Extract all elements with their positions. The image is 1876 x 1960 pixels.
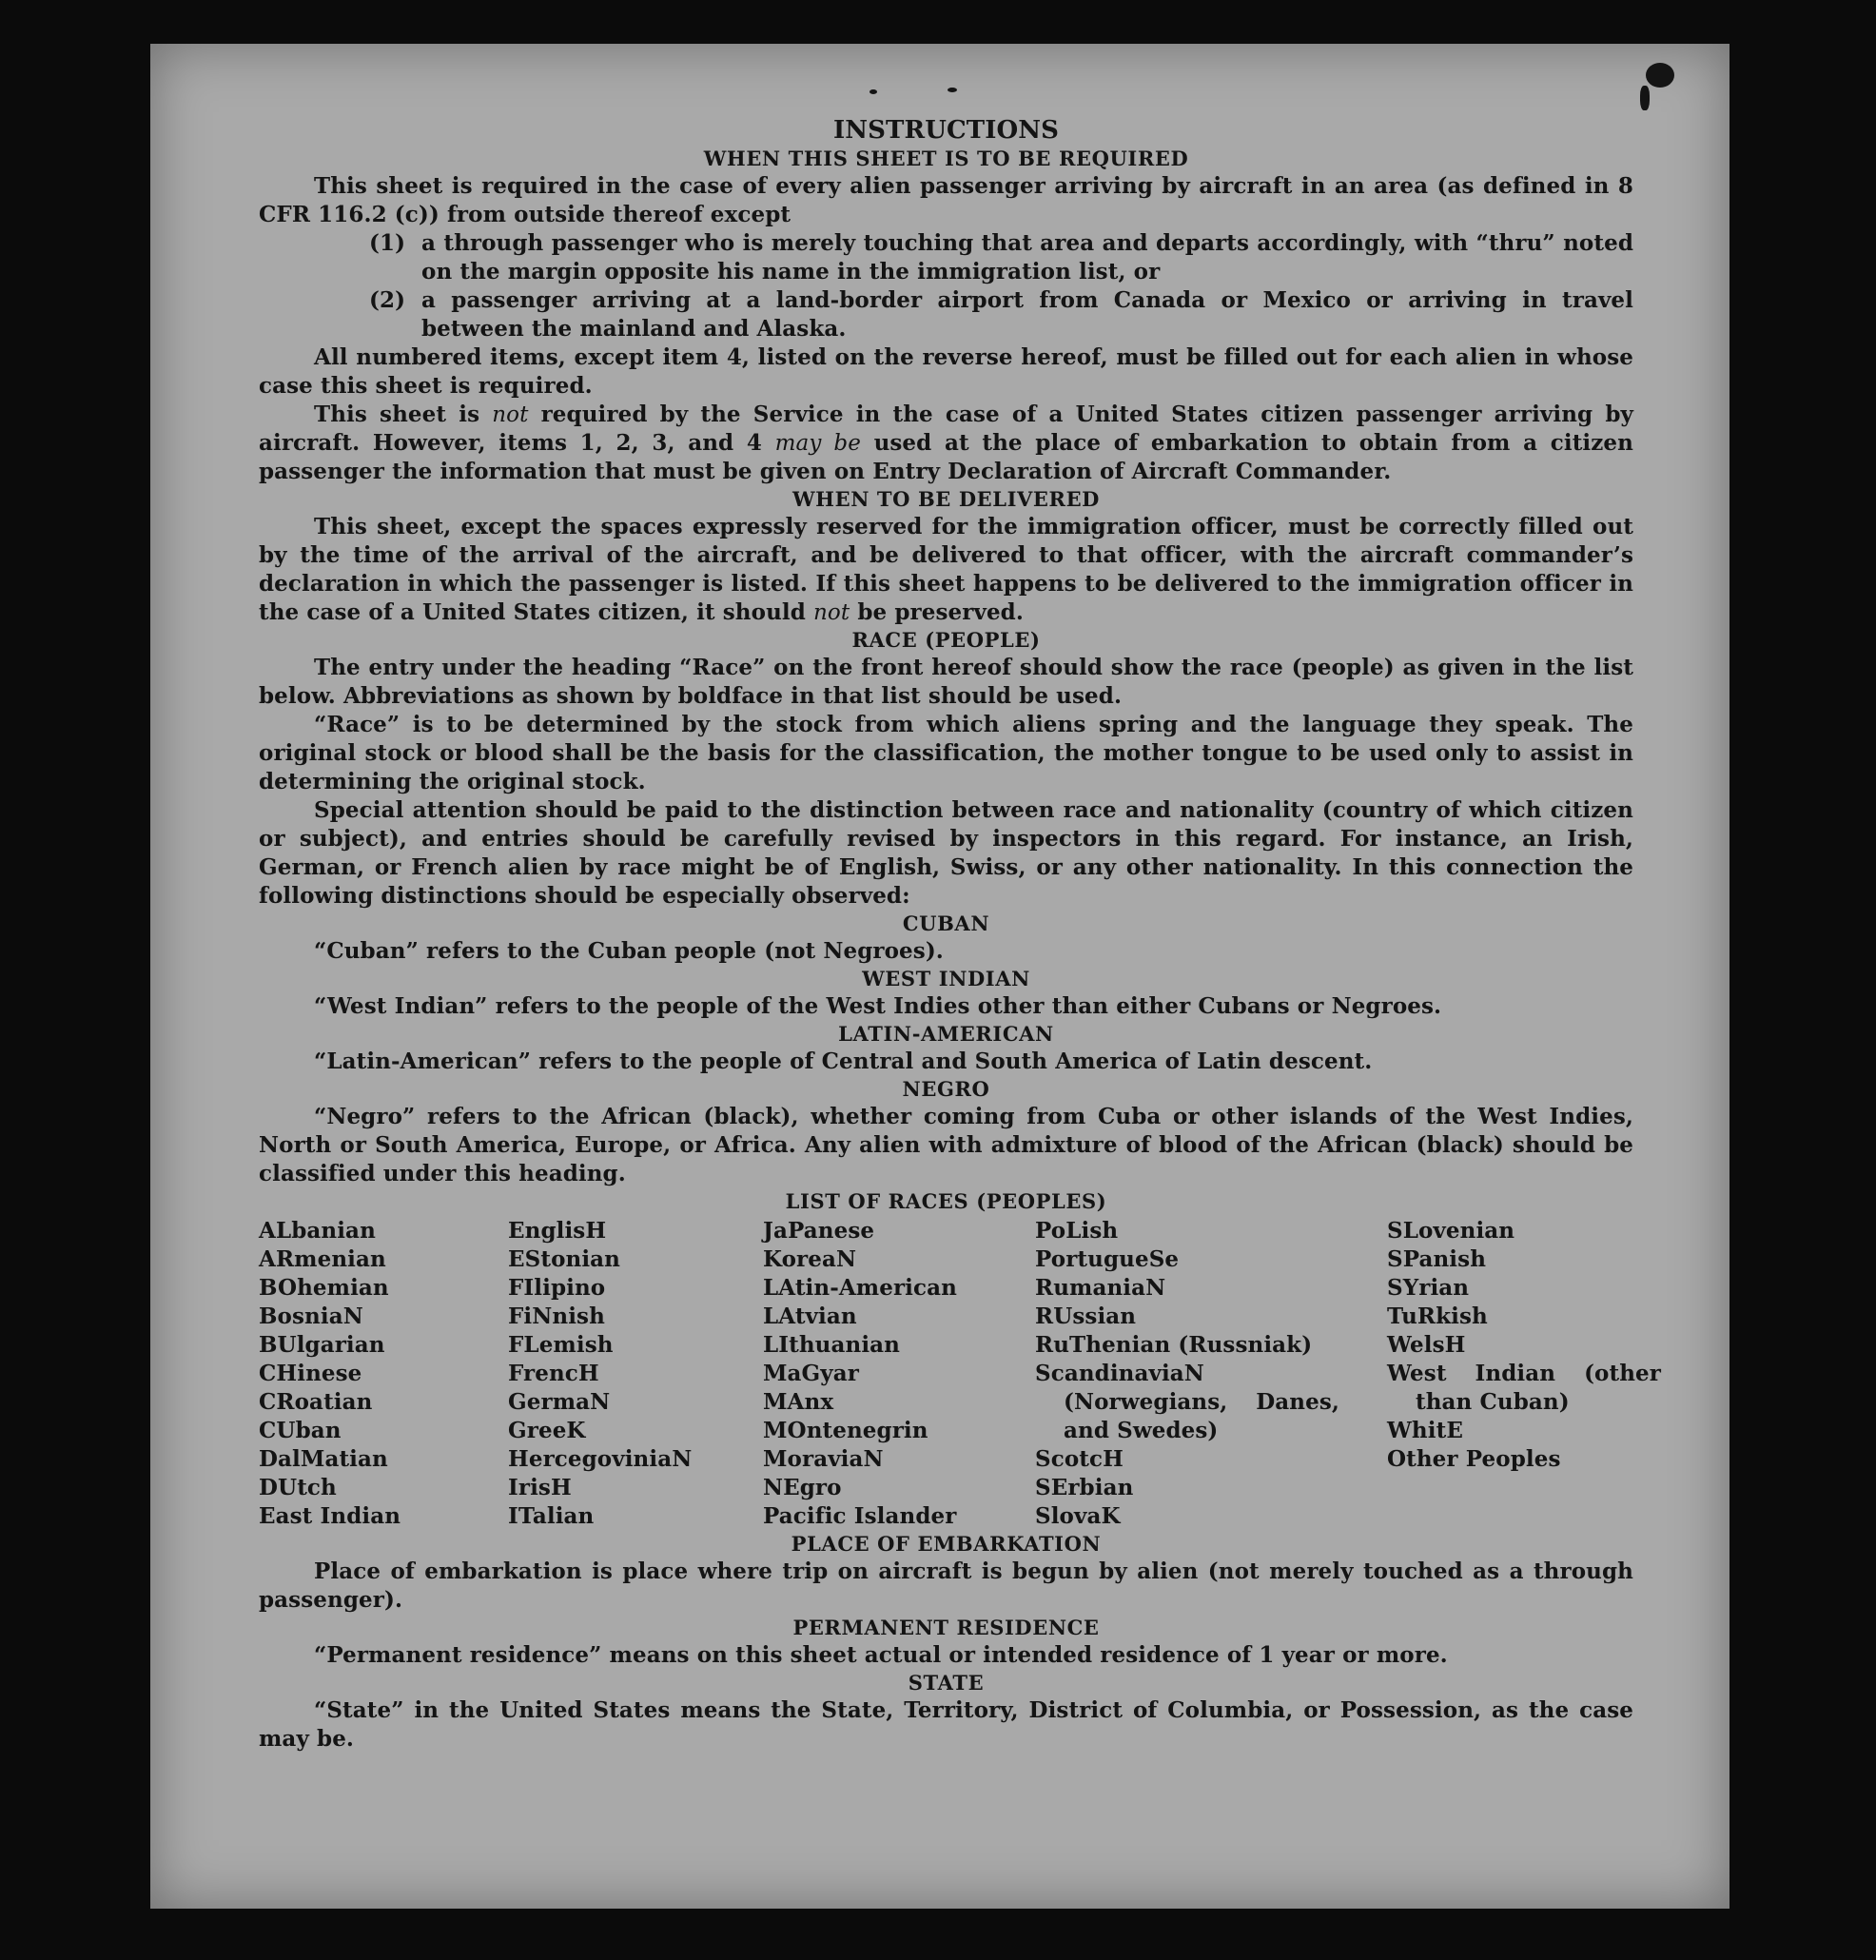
race-entry: CRoatian xyxy=(259,1389,373,1415)
exception-item xyxy=(369,229,1633,286)
race-entry: SlovaK xyxy=(1035,1503,1121,1529)
race-entry: JaPanese xyxy=(763,1218,875,1244)
race-list-column xyxy=(1035,1217,1387,1531)
race-entry: EStonian xyxy=(508,1246,620,1272)
heading-negro: NEGRO xyxy=(902,1077,990,1101)
race-entry: RUssian xyxy=(1035,1303,1137,1329)
paragraph-place-of-embarkation: Place of embarkation is place where trip on aircraft is begun by alien (not merely touched as a through passenger). xyxy=(259,1558,1633,1613)
race-entry: SPanish xyxy=(1387,1246,1487,1272)
race-entry: GermaN xyxy=(508,1389,611,1415)
race-list-column xyxy=(508,1217,763,1531)
race-entry: TuRkish xyxy=(1387,1303,1488,1329)
race-entry: BOhemian xyxy=(259,1275,389,1301)
race-entry: MOntenegrin xyxy=(763,1418,928,1443)
italic-text: not xyxy=(492,402,529,427)
race-entry: FrencH xyxy=(508,1361,599,1386)
race-entry: FLemish xyxy=(508,1332,614,1358)
race-entry: ALbanian xyxy=(259,1218,376,1244)
race-entry: LAtvian xyxy=(763,1303,857,1329)
race-entry: SErbian xyxy=(1035,1475,1134,1500)
heading-latin-american: LATIN-AMERICAN xyxy=(838,1022,1054,1046)
ink-dot xyxy=(870,89,877,94)
paragraph-state: “State” in the United States means the State, Territory, District of Columbia, or Possession, as the case may be. xyxy=(259,1697,1633,1752)
heading-state: STATE xyxy=(908,1671,985,1695)
race-list-column xyxy=(763,1217,1035,1531)
paragraph-race-1: The entry under the heading “Race” on the front hereof should show the race (people) as given in the list below. Abbreviations as shown by boldface in that list should be used. xyxy=(259,655,1633,709)
document-sheet xyxy=(150,44,1729,1909)
race-entry: FiNnish xyxy=(508,1303,605,1329)
italic-text: may be xyxy=(774,431,861,456)
race-entry: EnglisH xyxy=(508,1218,607,1244)
heading-race: RACE (PEOPLE) xyxy=(851,628,1041,652)
italic-text: not xyxy=(813,600,850,625)
race-entry: DalMatian xyxy=(259,1446,388,1472)
race-entry: BosniaN xyxy=(259,1303,363,1329)
race-list-column xyxy=(1387,1217,1661,1531)
paragraph-citizen-passenger xyxy=(259,401,1633,486)
race-entry: KoreaN xyxy=(763,1246,857,1272)
race-entry: SLovenian xyxy=(1387,1218,1515,1244)
race-entry: MoraviaN xyxy=(763,1446,884,1472)
heading-list-of-races: LIST OF RACES (PEOPLES) xyxy=(785,1189,1107,1213)
race-list xyxy=(259,1217,1661,1531)
exception-number: (1) xyxy=(369,230,406,256)
race-entry: Other Peoples xyxy=(1387,1446,1561,1472)
race-entry: ITalian xyxy=(508,1503,595,1529)
text-run: be preserved. xyxy=(850,599,1024,625)
race-entry: East Indian xyxy=(259,1503,401,1529)
paragraph-negro: “Negro” refers to the African (black), whether coming from Cuba or other islands of the West Indies, North or South America, Europe, or Africa. Any alien with admixture of blood of the African (black) should be classified under this heading. xyxy=(259,1104,1633,1186)
race-entry: RuThenian (Russniak) xyxy=(1035,1332,1313,1358)
paragraph-numbered-items: All numbered items, except item 4, listed on the reverse hereof, must be filled out for each alien in whose case this sheet is required. xyxy=(259,344,1633,399)
paragraph-permanent-residence: “Permanent residence” means on this sheet actual or intended residence of 1 year or more. xyxy=(314,1642,1448,1668)
race-entry: Pacific Islander xyxy=(763,1503,957,1529)
race-entry: ScandinaviaN (Norwegians, Danes, and Swedes) xyxy=(1035,1361,1339,1443)
text-run: This sheet, except the spaces expressly reserved for the immigration officer, must be correctly filled out by the time of the arrival of the aircraft, and be delivered to that officer, with the aircraft commander’s declaration in which the passenger is listed. If this sheet happens to be delivered to the immigration officer in the case of a United States citizen, it should xyxy=(259,514,1633,625)
exception-number: (2) xyxy=(369,287,406,313)
race-entry: SYrian xyxy=(1387,1275,1470,1301)
heading-place-of-embarkation: PLACE OF EMBARKATION xyxy=(791,1532,1102,1556)
document-body xyxy=(259,115,1661,1754)
race-entry: ARmenian xyxy=(259,1246,386,1272)
race-entry: BUlgarian xyxy=(259,1332,385,1358)
ink-blot xyxy=(1640,86,1650,110)
paragraph-cuban: “Cuban” refers to the Cuban people (not Negroes). xyxy=(314,938,944,964)
exception-text: a passenger arriving at a land-border airport from Canada or Mexico or arriving in travel between the mainland and Alaska. xyxy=(421,287,1633,342)
paragraph-race-2: “Race” is to be determined by the stock from which aliens spring and the language they speak. The original stock or blood shall be the basis for the classification, the mother tongue to be used only to assist in determining the original stock. xyxy=(259,712,1633,794)
page-title: INSTRUCTIONS xyxy=(833,116,1059,145)
paragraph-when-required-intro: This sheet is required in the case of every alien passenger arriving by aircraft in an area (as defined in 8 CFR 116.2 (c)) from outside thereof except xyxy=(259,173,1633,227)
race-entry: LIthuanian xyxy=(763,1332,900,1358)
race-entry: WelsH xyxy=(1387,1332,1466,1358)
race-entry: DUtch xyxy=(259,1475,337,1500)
text-run: used at the place of embarkation to obtain from a citizen passenger the information that must be given on Entry Declaration of Aircraft Commander. xyxy=(259,430,1633,484)
heading-permanent-residence: PERMANENT RESIDENCE xyxy=(792,1616,1100,1639)
heading-when-delivered: WHEN TO BE DELIVERED xyxy=(791,487,1100,511)
text-run: This sheet is xyxy=(314,402,493,427)
ink-dot xyxy=(948,88,957,92)
race-entry: FIlipino xyxy=(508,1275,606,1301)
race-entry: IrisH xyxy=(508,1475,572,1500)
heading-when-required: WHEN THIS SHEET IS TO BE REQUIRED xyxy=(703,147,1189,170)
text-run: required by the Service in the case of a United States citizen passenger arriving by aircraft. However, items 1, 2, 3, and 4 xyxy=(259,402,1634,456)
race-list-column xyxy=(259,1217,508,1531)
race-entry: GreeK xyxy=(508,1418,586,1443)
exception-text: a through passenger who is merely touching that area and departs accordingly, with “thru” noted on the margin opposite his name in the immigration list, or xyxy=(421,230,1633,284)
race-entry: PortugueSe xyxy=(1035,1246,1180,1272)
paragraph-latin-american: “Latin-American” refers to the people of Central and South America of Latin descent. xyxy=(314,1049,1373,1074)
race-entry: HercegoviniaN xyxy=(508,1446,693,1472)
paragraph-race-3: Special attention should be paid to the distinction between race and nationality (country of which citizen or subject), and entries should be carefully revised by inspectors in this regard. For instance, an Irish, German, or French alien by race might be of English, Swiss, or any other nationality. In this connection the following distinctions should be especially observed: xyxy=(259,797,1633,909)
race-entry: West Indian (other than Cuban) xyxy=(1387,1361,1661,1415)
race-entry: NEgro xyxy=(763,1475,842,1500)
paragraph-west-indian: “West Indian” refers to the people of the West Indies other than either Cubans or Negroes. xyxy=(314,993,1442,1019)
race-entry: CHinese xyxy=(259,1361,362,1386)
race-entry: ScotcH xyxy=(1035,1446,1124,1472)
race-entry: PoLish xyxy=(1035,1218,1119,1244)
heading-west-indian: WEST INDIAN xyxy=(862,967,1030,990)
ink-blot xyxy=(1646,63,1674,88)
race-entry: RumaniaN xyxy=(1035,1275,1166,1301)
paragraph-when-delivered xyxy=(259,513,1633,627)
race-entry: LAtin-American xyxy=(763,1275,957,1301)
exception-item xyxy=(369,286,1633,343)
heading-cuban: CUBAN xyxy=(902,911,990,935)
race-entry: MAnx xyxy=(763,1389,834,1415)
race-entry: MaGyar xyxy=(763,1361,859,1386)
race-entry: WhitE xyxy=(1387,1418,1463,1443)
race-entry: CUban xyxy=(259,1418,342,1443)
